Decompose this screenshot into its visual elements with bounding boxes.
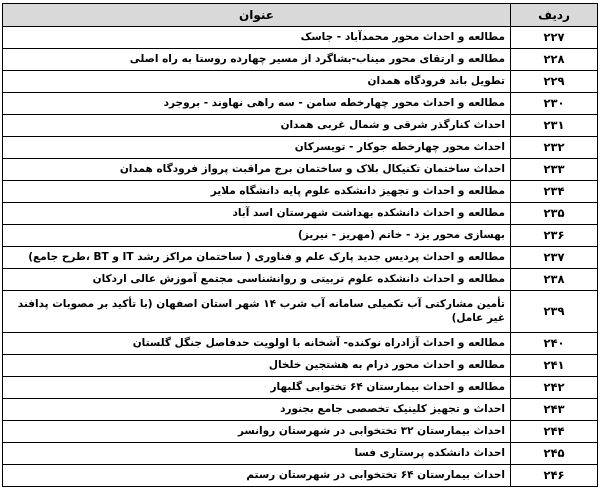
row-number-cell: ۲۳۱: [511, 115, 598, 137]
row-number-cell: ۲۲۹: [511, 71, 598, 93]
row-number-cell: ۲۳۵: [511, 203, 598, 225]
table-row: [3, 465, 598, 487]
table-header-row: [3, 4, 598, 27]
row-number-cell: ۲۴۵: [511, 443, 598, 465]
table-row: [3, 333, 598, 355]
table-row: [3, 421, 598, 443]
row-number-cell: ۲۳۲: [511, 137, 598, 159]
row-title-cell: مطالعه و احداث پردیس جدید پارک علم و فناوری ( ساختمان مراکز رشد IT و BT ،طرح جامع): [3, 247, 511, 269]
row-number-cell: ۲۴۱: [511, 355, 598, 377]
row-title-cell: احداث کنارگذر شرقی و شمال غربی همدان: [3, 115, 511, 137]
row-title-cell: بهسازی محور یزد - خاتم (مهریز - نیریز): [3, 225, 511, 247]
row-title-cell: مطالعه و احداث دانشکده علوم تربیتی و روانشناسی مجتمع آموزش عالی اردکان: [3, 269, 511, 291]
row-number-cell: ۲۳۳: [511, 159, 598, 181]
row-number-cell: ۲۳۷: [511, 247, 598, 269]
row-number-cell: ۲۳۴: [511, 181, 598, 203]
table-row: [3, 269, 598, 291]
row-title-cell: مطالعه و احداث دانشکده بهداشت شهرستان اسد آباد: [3, 203, 511, 225]
table-row: [3, 399, 598, 421]
row-title-cell: مطالعه و احداث محور چهارخطه سامن - سه راهی نهاوند - بروجرد: [3, 93, 511, 115]
projects-table: [2, 3, 598, 487]
row-number-cell: ۲۴۰: [511, 333, 598, 355]
row-title-cell: تطویل باند فرودگاه همدان: [3, 71, 511, 93]
row-number-cell: ۲۴۳: [511, 399, 598, 421]
row-title-cell: مطالعه و ارتقای محور میناب-بشاگرد از مسیر چهارده روستا به راه اصلی: [3, 49, 511, 71]
row-title-cell: مطالعه و احداث بیمارستان ۶۴ تختوابی گلبهار: [3, 377, 511, 399]
row-title-cell: احداث ساختمان تکنیکال بلاک و ساختمان برج مراقبت پرواز فرودگاه همدان: [3, 159, 511, 181]
header-title: عنوان: [3, 4, 511, 27]
table-row: [3, 443, 598, 465]
row-title-cell: تأمین مشارکتی آب تکمیلی سامانه آب شرب ۱۴ شهر استان اصفهان (با تأکید بر مصوبات پدافند غیر عامل): [3, 291, 511, 333]
row-number-cell: ۲۳۸: [511, 269, 598, 291]
row-title-cell: مطالعه و احداث محور محمدآباد - جاسک: [3, 27, 511, 49]
row-number-cell: ۲۴۶: [511, 465, 598, 487]
row-number-cell: ۲۳۰: [511, 93, 598, 115]
table-row: [3, 27, 598, 49]
row-number-cell: ۲۴۴: [511, 421, 598, 443]
row-title-cell: احداث بیمارستان ۳۲ تختخوابی در شهرستان روانسر: [3, 421, 511, 443]
row-number-cell: ۲۳۹: [511, 291, 598, 333]
row-number-cell: ۲۲۷: [511, 27, 598, 49]
row-title-cell: احداث و تجهیز کلینیک تخصصی جامع بجنورد: [3, 399, 511, 421]
row-title-cell: مطالعه و احداث آزادراه نوکنده- آشخانه با اولویت حدفاصل جنگل گلستان: [3, 333, 511, 355]
row-number-cell: ۲۲۸: [511, 49, 598, 71]
table-row: [3, 377, 598, 399]
row-title-cell: احداث دانشکده پرستاری فسا: [3, 443, 511, 465]
table-row: [3, 203, 598, 225]
table-row: [3, 137, 598, 159]
header-row-number: ردیف: [511, 4, 598, 27]
table-row: [3, 247, 598, 269]
row-number-cell: ۲۳۶: [511, 225, 598, 247]
row-title-cell: مطالعه و احداث محور درام به هشتجین خلخال: [3, 355, 511, 377]
table-row: [3, 93, 598, 115]
table-row: [3, 159, 598, 181]
projects-table-container: [2, 3, 598, 487]
row-number-cell: ۲۴۲: [511, 377, 598, 399]
row-title-cell: احداث بیمارستان ۶۴ تختخوابی در شهرستان رستم: [3, 465, 511, 487]
table-row: [3, 181, 598, 203]
table-row: [3, 291, 598, 333]
table-row: [3, 71, 598, 93]
table-row: [3, 49, 598, 71]
row-title-cell: احداث محور چهارخطه جوکار - تویسرکان: [3, 137, 511, 159]
table-row: [3, 355, 598, 377]
row-title-cell: مطالعه و احداث و تجهیز دانشکده علوم پایه دانشگاه ملایر: [3, 181, 511, 203]
table-row: [3, 115, 598, 137]
table-body: [3, 27, 598, 487]
table-row: [3, 225, 598, 247]
